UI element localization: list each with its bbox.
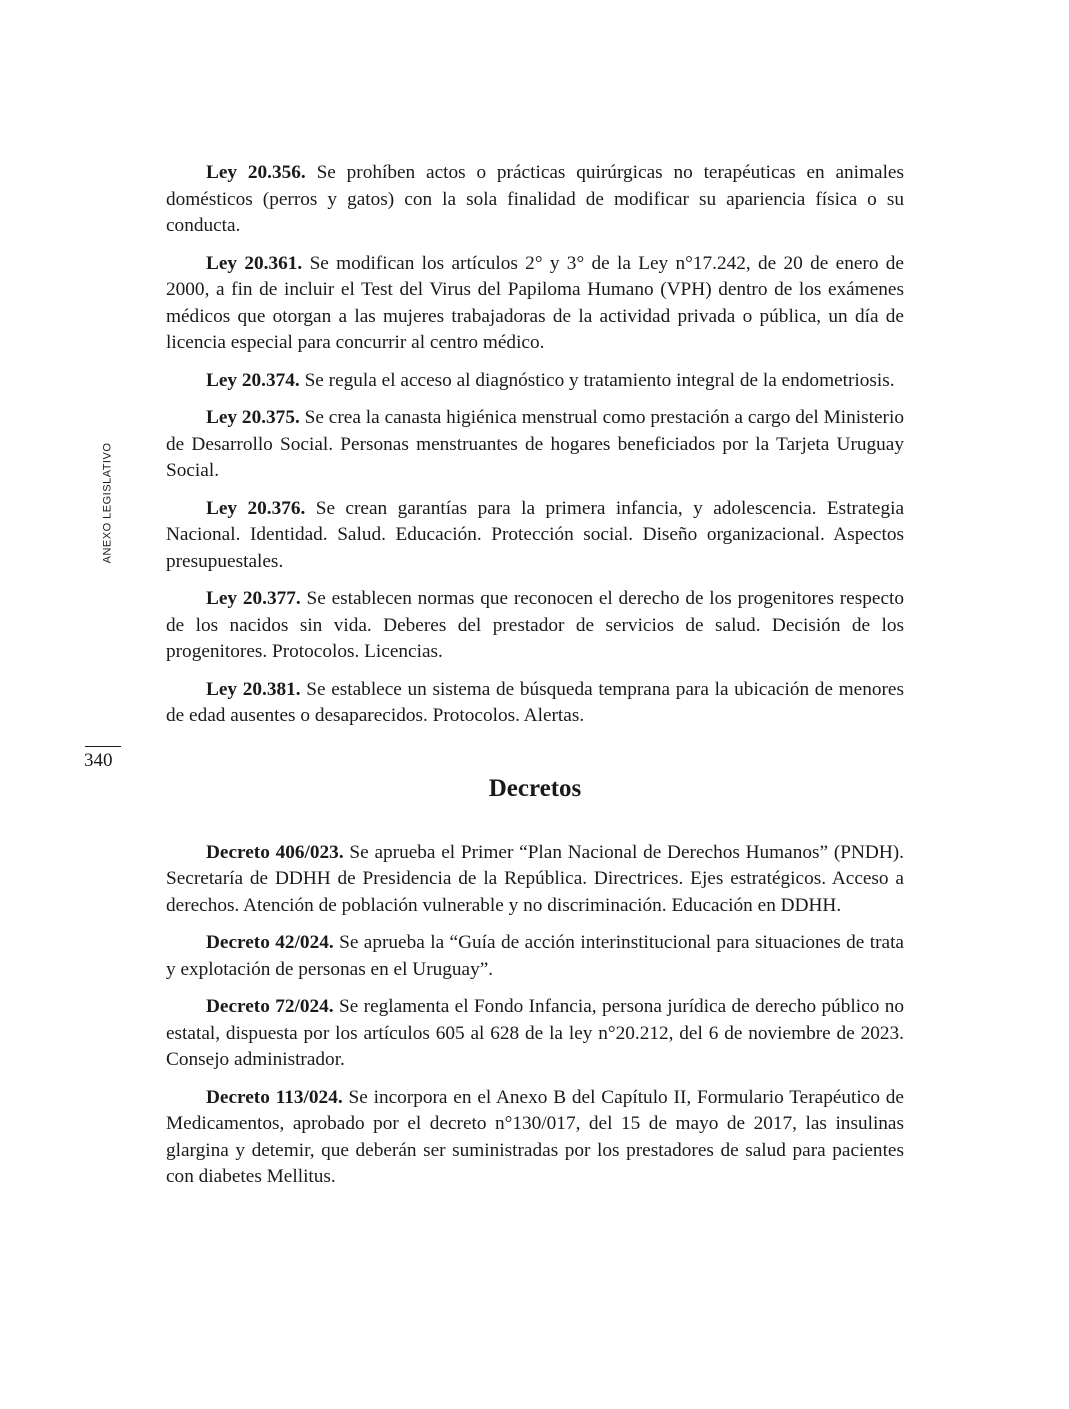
ley-number: Ley 20.377.: [206, 588, 301, 609]
ley-description: Se crean garantías para la primera infancia, y adolescencia. Estrategia Nacional. Identidad. Salud. Educación. Protección social. Diseño organizacional. Aspectos presupuestales.: [166, 497, 904, 572]
ley-description: Se prohíben actos o prácticas quirúrgicas no terapéuticas en animales domésticos (perros y gatos) con la sola finalidad de modificar su apariencia física o su conducta.: [166, 162, 904, 236]
decreto-number: Decreto 72/024.: [206, 996, 334, 1017]
ley-entry: [166, 496, 904, 576]
page-body: [166, 160, 904, 1202]
ley-number: Ley 20.381.: [206, 678, 301, 700]
ley-entry: [166, 405, 904, 485]
ley-number: Ley 20.361.: [206, 252, 303, 274]
decreto-entry: [166, 840, 904, 920]
ley-number: Ley 20.375.: [206, 407, 300, 428]
ley-description: Se establecen normas que reconocen el derecho de los progenitores respecto de los nacidos sin vida. Deberes del prestador de servicios de salud. Decisión de los progenitores. Protocolos. Licencias.: [166, 588, 904, 662]
decreto-description: Se reglamenta el Fondo Infancia, persona jurídica de derecho público no estatal, dispuesta por los artículos 605 al 628 de la ley n°20.212, del 6 de noviembre de 2023. Consejo administrador.: [166, 996, 904, 1070]
decreto-number: Decreto 113/024.: [206, 1086, 343, 1108]
ley-number: Ley 20.356.: [206, 162, 306, 183]
decretos-heading: Decretos: [488, 774, 582, 802]
ley-entry: [166, 368, 904, 395]
decreto-number: Decreto 42/024.: [206, 932, 334, 953]
page-number: 340: [84, 750, 113, 771]
running-section-label: [97, 440, 117, 565]
section-label-text: ANEXO LEGISLATIVO: [101, 442, 113, 563]
page-number-rule: [85, 746, 121, 747]
ley-entry: [166, 160, 904, 240]
ley-description: Se regula el acceso al diagnóstico y tratamiento integral de la endometriosis.: [304, 369, 895, 391]
ley-description: Se crea la canasta higiénica menstrual como prestación a cargo del Ministerio de Desarrollo Social. Personas menstruantes de hogares beneficiados por la Tarjeta Uruguay Social.: [166, 407, 904, 481]
ley-description: Se establece un sistema de búsqueda temprana para la ubicación de menores de edad ausentes o desaparecidos. Protocolos. Alertas.: [166, 678, 904, 726]
decreto-description: Se aprueba el Primer “Plan Nacional de Derechos Humanos” (PNDH). Secretaría de DDHH de Presidencia de la República. Directrices. Ejes estratégicos. Acceso a derechos. Atención de población vulnerable y no discriminación. Educación en DDHH.: [166, 841, 904, 916]
ley-description: Se modifican los artículos 2° y 3° de la Ley n°17.242, de 20 de enero de 2000, a fin de incluir el Test del Virus del Papiloma Humano (VPH) dentro de los exámenes médicos que otorgan a las mujeres trabajadoras de la actividad privada o pública, un día de licencia especial para concurrir al centro médico.: [166, 252, 904, 353]
ley-number: Ley 20.374.: [206, 369, 300, 391]
ley-entry: [166, 586, 904, 666]
decreto-entry: [166, 994, 904, 1074]
ley-number: Ley 20.376.: [206, 497, 306, 519]
ley-entry: [166, 251, 904, 357]
ley-entry: [166, 677, 904, 730]
decreto-entry: [166, 1085, 904, 1191]
decreto-number: Decreto 406/023.: [206, 841, 344, 863]
decreto-description: Se incorpora en el Anexo B del Capítulo II, Formulario Terapéutico de Medicamentos, aprobado por el decreto n°130/017, del 15 de mayo de 2017, las insulinas glargina y detemir, que deberán ser suministradas por los prestadores de salud para pacientes con diabetes Mellitus.: [166, 1086, 904, 1187]
decreto-description: Se aprueba la “Guía de acción interinstitucional para situaciones de trata y explotación de personas en el Uruguay”.: [166, 932, 904, 980]
decreto-entry: [166, 930, 904, 983]
